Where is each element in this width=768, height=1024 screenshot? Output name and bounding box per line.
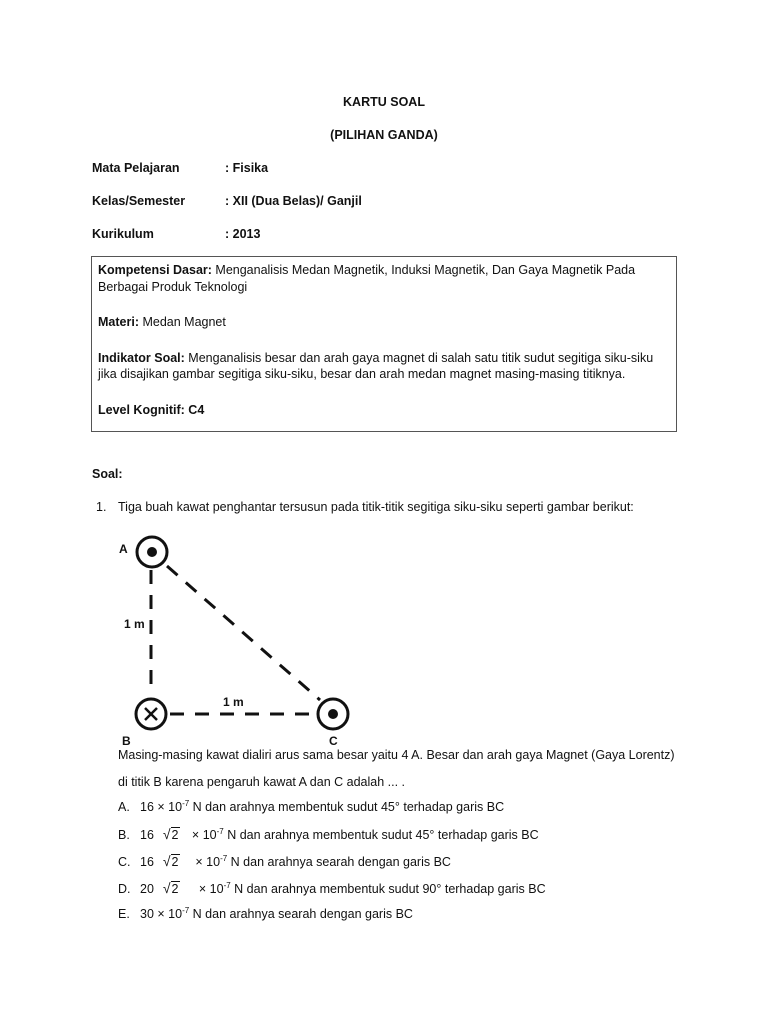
option-letter: D.	[118, 882, 131, 896]
sqrt-symbol: √2	[162, 880, 179, 896]
meta-value: : 2013	[225, 227, 261, 241]
question-continuation: di titik B karena pengaruh kawat A dan C adalah ... .	[118, 775, 405, 789]
sqrt-argument: 2	[171, 855, 179, 869]
option-text: N dan arahnya membentuk sudut 45° terhadap garis BC	[189, 800, 505, 814]
option-exponent: -7	[216, 827, 224, 836]
label-point-c: C	[329, 734, 338, 748]
option-coef: 16	[140, 855, 154, 869]
option-text: N dan arahnya membentuk sudut 90° terhadap garis BC	[230, 882, 546, 896]
question-number: 1.	[96, 500, 107, 514]
kd-text: Menganalisis Medan Magnetik, Induksi Magnetik, Dan Gaya Magnetik Pada Berbagai Produk Teknologi	[98, 263, 636, 294]
option-d[interactable]	[118, 880, 546, 896]
label-point-a: A	[119, 542, 128, 556]
label-point-b: B	[122, 734, 131, 748]
meta-value: : XII (Dua Belas)/ Ganjil	[225, 194, 362, 208]
option-exponent: -7	[220, 854, 228, 863]
option-letter: E.	[118, 907, 130, 921]
option-letter: A.	[118, 800, 130, 814]
label-side-bc: 1 m	[223, 695, 244, 709]
level-label: Level Kognitif:	[98, 402, 185, 417]
question-stem: Tiga buah kawat penghantar tersusun pada titik-titik segitiga siku-siku seperti gambar berikut:	[118, 500, 634, 514]
option-power-base: × 10	[191, 855, 221, 869]
document-title: KARTU SOAL	[343, 95, 425, 109]
label-side-ab: 1 m	[124, 617, 145, 631]
wire-a-out-of-page-icon	[137, 537, 167, 567]
option-text: N dan arahnya searah dengan garis BC	[189, 907, 413, 921]
question-continuation: Masing-masing kawat dialiri arus sama besar yaitu 4 A. Besar dan arah gaya Magnet (Gaya Lorentz)	[118, 748, 675, 762]
option-text: N dan arahnya searah dengan garis BC	[227, 855, 451, 869]
level-text: C4	[184, 402, 205, 417]
option-power-base: × 10	[153, 800, 183, 814]
wire-b-into-page-icon	[136, 699, 166, 729]
materi-text: Medan Magnet	[138, 315, 226, 329]
side-ac-dashed	[167, 566, 320, 700]
sqrt-symbol: √2	[162, 853, 179, 869]
option-power-base: × 10	[188, 828, 217, 842]
option-coef: 16	[140, 800, 154, 814]
meta-value: : Fisika	[225, 161, 269, 175]
option-exponent: -7	[223, 881, 231, 890]
option-b[interactable]	[118, 826, 539, 842]
soal-heading: Soal:	[92, 467, 123, 481]
materi-label: Materi:	[98, 315, 139, 329]
indikator-text: Menganalisis besar dan arah gaya magnet di salah satu titik sudut segitiga siku-siku jika disajikan gambar segitiga siku-siku, besar dan arah medan magnet masing-masing titiknya.	[98, 350, 654, 381]
option-letter: C.	[118, 855, 131, 869]
option-letter: B.	[118, 828, 130, 842]
option-coef: 30	[140, 907, 154, 921]
sqrt-symbol: √2	[162, 826, 179, 842]
option-a[interactable]	[118, 800, 504, 814]
option-power-base: × 10	[153, 907, 183, 921]
option-c[interactable]	[118, 853, 451, 869]
option-e[interactable]	[118, 907, 413, 921]
option-coef: 16	[140, 828, 154, 842]
sqrt-argument: 2	[171, 882, 179, 896]
meta-label: Kelas/Semester	[92, 194, 186, 208]
document-subtitle: (PILIHAN GANDA)	[330, 128, 438, 142]
meta-label: Mata Pelajaran	[92, 161, 180, 175]
indikator-label: Indikator Soal:	[98, 350, 185, 365]
option-exponent: -7	[182, 799, 190, 808]
sqrt-argument: 2	[171, 828, 179, 842]
option-text: N dan arahnya membentuk sudut 45° terhadap garis BC	[223, 828, 539, 842]
meta-label: Kurikulum	[92, 227, 154, 241]
option-coef: 20	[140, 882, 154, 896]
option-power-base: × 10	[195, 882, 224, 896]
wire-c-out-of-page-icon	[318, 699, 348, 729]
option-exponent: -7	[182, 906, 190, 915]
kd-label: Kompetensi Dasar:	[98, 263, 212, 277]
